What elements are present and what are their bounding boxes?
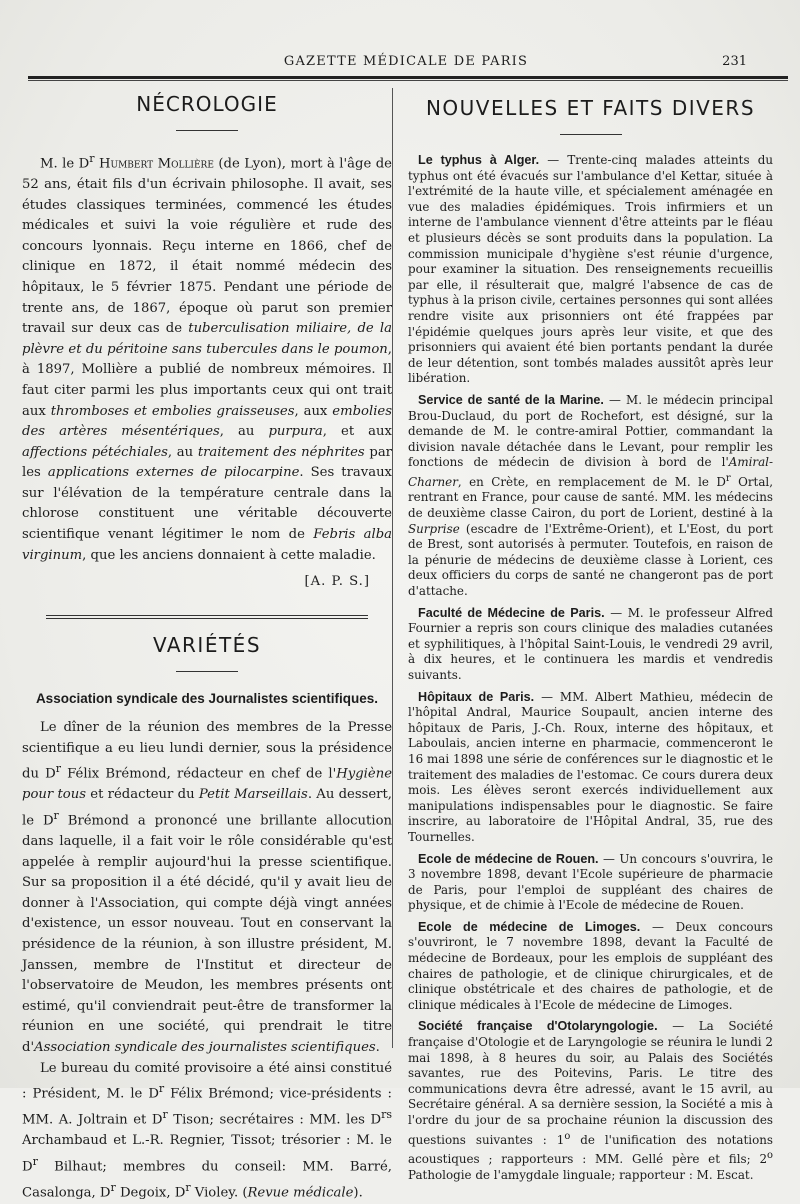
news-heading: Hôpitaux de Paris. [418, 689, 535, 704]
section-rule [176, 130, 238, 131]
section-rule [176, 671, 238, 672]
news-heading: Le typhus à Alger. [418, 153, 540, 167]
news-item-otolaryngologie: Société française d'Otolaryngologie. — La Société française d'Otologie et de Laryngologie se réunira le lundi 2 mai 1898, à 8 heures du soir, au Palais des Sociétés savantes, rue des Poitevins, Paris. Le titre des communications devra être adressé, avant le 15 avril, au Secrétaire général. A sa dernière session, la Société a mis à l'ordre du jour de sa prochaine réunion la discussion des questions suivantes : 1$^o$ de l'unification des notations acoustiques ; rapporteurs : MM. Gellé père et fils; 2$^o$ Pathologie de l'amygdale linguale; rapporteur : M. Escat. [408, 1019, 773, 1182]
news-item-typhus: Le typhus à Alger. — Trente-cinq malades atteints du typhus ont été évacués sur l'ambulance d'el Kettar, située à l'extrémité de la haute ville, et spécialement aménagée en vue des maladies épidémiques. Trois infirmiers et un interne de l'ambulance viennent d'être atteints par le fléau et plusieurs décès se sont produits dans la population. La commission municipale d'hygiène s'est réunie d'urgence, pour examiner la situation. Des renseignements recueillis par elle, il résulterait que, malgré l'absence de cas de typhus à la prison civile, certaines personnes qui sont allées rendre visite aux prisonniers ont été frappées par l'épidémie quelques jours après leur visite, et que des prisonniers qui avaient été bien portants pendant la durée de leur détention, sont tombés malades aussitôt après leur libération. [408, 153, 773, 386]
news-heading: Faculté de Médecine de Paris. [418, 605, 605, 620]
article-heading: Association syndicale des Journalistes scientifiques. [35, 691, 379, 707]
section-separator [46, 615, 368, 619]
nouvelles-title: NOUVELLES ET FAITS DIVERS [425, 96, 756, 120]
news-heading: Service de santé de la Marine. [418, 392, 604, 407]
varietes-paragraph-1: Le dîner de la réunion des membres de la Presse scientifique a eu lieu lundi dernier, sous la présidence du $D^r$ Félix Brémond, rédacteur en chef de l'Hygiène pour tous et rédacteur du Petit Marseillais. Au dessert, le $D^r$ Brémond a prononcé une brillante allocution dans laquelle, il a fait voir le rôle considérable qu'est appelée à remplir aujourd'hui la presse scientifique. Sur sa proposition il a été décidé, qu'il y avait lieu de donner à l'Association, qui compte déjà vingt années d'existence, un essor nouveau. Tout en conservant la présidence de la réunion, à son illustre président, M. Janssen, membre de l'Institut et directeur de l'observatoire de Meudon, les membres présents ont estimé, qu'il conviendrait peut-être de transformer la réunion en une société, qui prendrait le titre d'Association syndicale des journalistes scientifiques. [22, 720, 392, 1055]
news-item-rouen: Ecole de médecine de Rouen. — Un concours s'ouvrira, le 3 novembre 1898, devant l'Ecole supérieure de pharmacie de Paris, pour l'emploi de suppléant des chaires de physique, et de chimie à l'Ecole de médecine de Rouen. [408, 851, 774, 913]
news-heading: Société française d'Otolaryngologie. [418, 1019, 658, 1034]
column-divider [392, 88, 393, 1048]
varietes-paragraph-2: Le bureau du comité provisoire a été ainsi constitué : Président, M. le $D^r$ Félix Brémond; vice-présidents : MM. A. Joltrain et $D^r$ Tison; secrétaires : MM. les $D^{rs}$ Archambaud et L.-R. Regnier, Tissot; trésorier : M. le $D^r$ Bilhaut; membres du conseil: MM. Barré, Casalonga, $D^r$ Degoix, $D^r$ Violey. (Revue médicale). [22, 1060, 392, 1201]
necrologie-paragraph: M. le $D^r$ Humbert Mollière (de Lyon), mort à l'âge de 52 ans, était fils d'un écrivain philosophe. Il avait, ses études classiques terminées, commencé les études médicales et suivi la voie régulière et rude des concours lyonnais. Reçu interne en 1866, chef de clinique en 1872, il était nommé médecin des hôpitaux, le 5 février 1875. Pendant une période de trente ans, de 1867, époque où parut son premier travail sur deux cas de tuberculisation miliaire, de la plèvre et du péritoine sans tubercules dans le poumon, à 1897, Mollière a publié de nombreux mémoires. Il faut citer parmi les plus importants ceux qui ont trait aux thromboses et embolies graisseuses, aux embolies des artères mésentériques, au purpura, et aux affections pétéchiales, au traitement des néphrites par les applications externes de pilocarpine. Ses travaux sur l'élévation de la température centrale dans la chlorose constituent une véritable découverte scientifique venant légitimer le nom de Febris alba virginum, que les anciens donnaient à cette maladie. [22, 152, 393, 563]
page-number: 231 [722, 54, 747, 69]
person-name: Humbert Mollière [99, 156, 214, 172]
left-column [22, 88, 392, 1204]
news-heading: Ecole de médecine de Rouen. [418, 851, 599, 866]
news-item-hopitaux: Hôpitaux de Paris. — MM. Albert Mathieu, médecin de l'hôpital Andral, Maurice Soupault, ancien interne des hôpitaux de Paris, J.-Ch. Roux, interne des hôpitaux, et Laboulais, ancien interne en pharmacie, commenceront le 16 mai 1898 une série de conférences sur le diagnostic et le traitement des maladies de l'estomac. Ce cours durera deux mois. Les élèves seront exercés individuellement aux manipulations indispensables pour le diagnostic. Se faire inscrire, au laboratoire de l'Hôpital Andral, 35, rue des Tournelles. [408, 689, 773, 844]
page-header [25, 52, 787, 74]
news-item-marine: Service de santé de la Marine. — M. le médecin principal Brou-Duclaud, du port de Rochefort, est désigné, sur la demande de M. le contre-amiral Pottier, commandant la division navale détachée dans le Levant, pour remplir les fonctions de médecin de division à bord de l'Amiral-Charner, en Crète, en remplacement de M. le $D^r$ Ortal, rentrant en France, pour cause de santé. MM. les médecins de deuxième classe Cairon, du port de Lorient, destiné à la Surprise (escadre de l'Extrême-Orient), et L'Eost, du port de Brest, sont autorisés à permuter. Toutefois, en raison de la pénurie de médecins de deuxième classe à Lorient, ces deux officiers du corps de santé ne changeront pas de port d'attache. [408, 392, 773, 598]
header-rule [28, 76, 788, 79]
news-item-limoges: Ecole de médecine de Limoges. — Deux concours s'ouvriront, le 7 novembre 1898, devant la Faculté de médecine de Bordeaux, pour les emplois de suppléant des chaires de pathologie, et de clinique chirurgicales, et de clinique obstétricale et des chaires de pathologie, et de clinique médicales à l'Ecole de médecine de Limoges. [408, 919, 774, 1012]
right-column [408, 88, 773, 1189]
header-rule-thin [28, 80, 788, 81]
necrologie-title: NÉCROLOGIE [136, 92, 278, 116]
varietes-title: VARIÉTÉS [152, 633, 262, 658]
running-title: GAZETTE MÉDICALE DE PARIS [283, 54, 529, 69]
necrologie-signature: [A. P. S.] [304, 574, 370, 590]
section-rule [560, 134, 622, 135]
news-item-faculte: Faculté de Médecine de Paris. — M. le professeur Alfred Fournier a repris son cours clinique des maladies cutanées et syphilitiques, à l'hôpital Saint-Louis, le vendredi 29 avril, à dix heures, et le continuera les mardis et vendredis suivants. [408, 605, 773, 682]
news-heading: Ecole de médecine de Limoges. [418, 919, 641, 934]
